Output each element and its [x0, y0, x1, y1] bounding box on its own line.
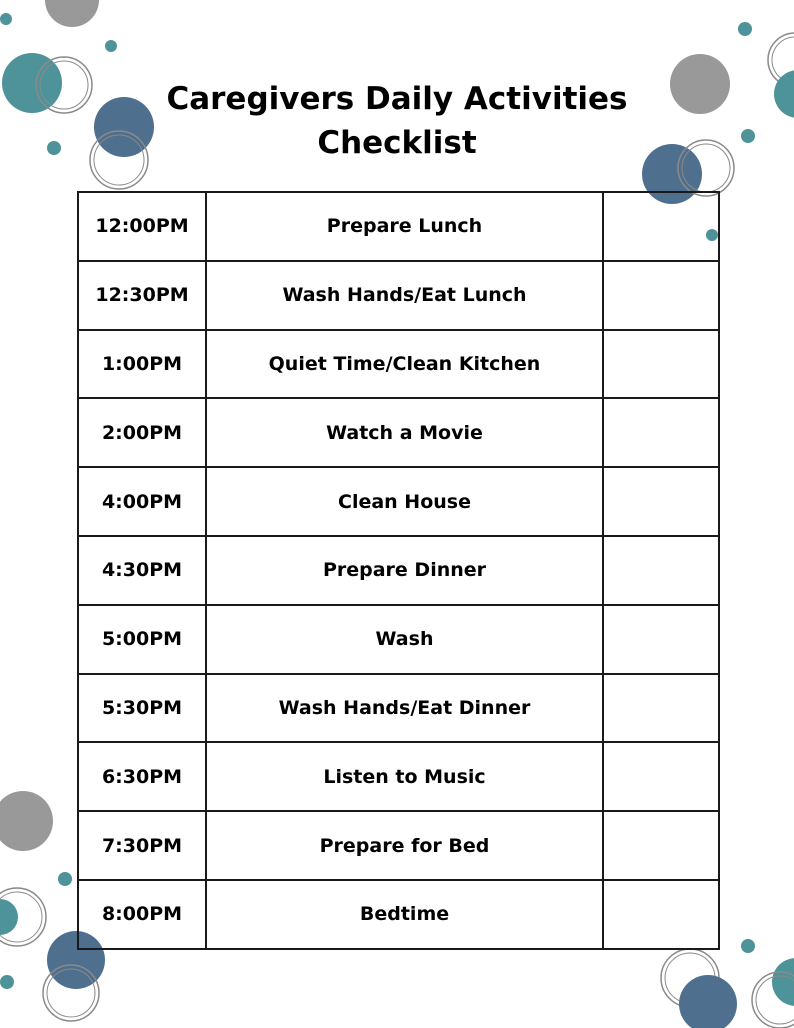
time-cell: 5:00PM — [78, 605, 206, 674]
page-title-line-2: Checklist — [317, 125, 477, 161]
deco-circle — [738, 22, 752, 36]
table-row — [78, 398, 719, 467]
deco-circle — [105, 40, 117, 52]
activity-cell: Wash — [206, 605, 603, 674]
time-cell: 12:30PM — [78, 261, 206, 330]
checkbox-cell[interactable] — [603, 880, 719, 949]
time-cell: 7:30PM — [78, 811, 206, 880]
activity-cell: Prepare Dinner — [206, 536, 603, 605]
activity-cell: Wash Hands/Eat Dinner — [206, 674, 603, 743]
checkbox-cell[interactable] — [603, 261, 719, 330]
activities-table — [77, 191, 720, 950]
activity-cell: Listen to Music — [206, 742, 603, 811]
checkbox-cell[interactable] — [603, 330, 719, 399]
deco-ring — [756, 976, 794, 1024]
time-cell: 4:30PM — [78, 536, 206, 605]
checkbox-cell[interactable] — [603, 674, 719, 743]
deco-ring — [0, 888, 46, 946]
table-row — [78, 811, 719, 880]
checkbox-cell[interactable] — [603, 398, 719, 467]
table-row — [78, 261, 719, 330]
deco-circle — [679, 975, 737, 1028]
deco-circle — [58, 872, 72, 886]
time-cell: 1:00PM — [78, 330, 206, 399]
time-cell: 5:30PM — [78, 674, 206, 743]
time-cell: 12:00PM — [78, 192, 206, 261]
table-row — [78, 536, 719, 605]
deco-circle — [0, 899, 18, 935]
deco-ring — [665, 953, 715, 1003]
table-row — [78, 880, 719, 949]
deco-circle — [0, 975, 14, 989]
time-cell: 6:30PM — [78, 742, 206, 811]
deco-ring — [47, 969, 95, 1017]
time-cell: 8:00PM — [78, 880, 206, 949]
deco-circle — [0, 791, 53, 851]
checkbox-cell[interactable] — [603, 536, 719, 605]
activity-cell: Watch a Movie — [206, 398, 603, 467]
deco-circle — [0, 13, 12, 25]
activity-cell: Prepare Lunch — [206, 192, 603, 261]
deco-ring — [752, 972, 794, 1028]
activity-cell: Bedtime — [206, 880, 603, 949]
checkbox-cell[interactable] — [603, 811, 719, 880]
activity-cell: Prepare for Bed — [206, 811, 603, 880]
activity-cell: Clean House — [206, 467, 603, 536]
time-cell: 4:00PM — [78, 467, 206, 536]
activity-cell: Quiet Time/Clean Kitchen — [206, 330, 603, 399]
checkbox-cell[interactable] — [603, 605, 719, 674]
table-row — [78, 674, 719, 743]
page-title-line-1: Caregivers Daily Activities — [166, 81, 628, 117]
deco-circle — [45, 0, 99, 27]
deco-circle — [772, 958, 794, 1006]
checkbox-cell[interactable] — [603, 467, 719, 536]
table-row — [78, 605, 719, 674]
deco-ring — [661, 949, 719, 1007]
deco-ring — [43, 965, 99, 1021]
table-row — [78, 330, 719, 399]
time-cell: 2:00PM — [78, 398, 206, 467]
deco-ring — [0, 892, 42, 942]
table-row — [78, 192, 719, 261]
deco-circle — [741, 939, 755, 953]
checkbox-cell[interactable] — [603, 192, 719, 261]
table-row — [78, 742, 719, 811]
table-row — [78, 467, 719, 536]
activity-cell: Wash Hands/Eat Lunch — [206, 261, 603, 330]
checkbox-cell[interactable] — [603, 742, 719, 811]
